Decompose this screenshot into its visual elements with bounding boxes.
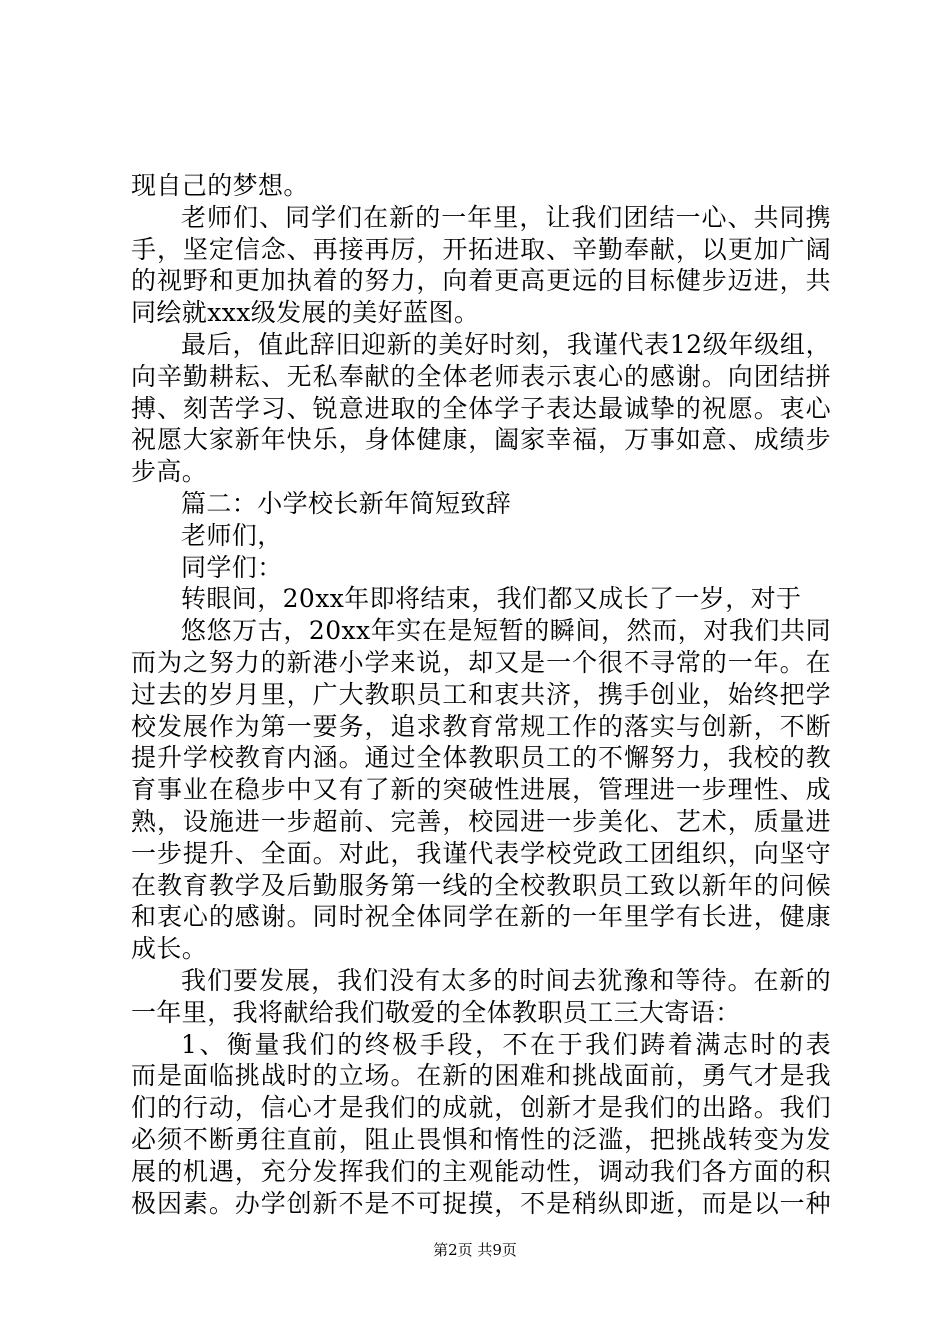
text-line: 步高。: [131, 457, 208, 487]
text-line: 向辛勤耕耘、无私奉献的全体老师表示衷心的感谢。向团结拼: [131, 361, 831, 391]
text-line: 们的行动，信心才是我们的成就，创新才是我们的出路。我们: [131, 1093, 831, 1123]
text-line: 搏、刻苦学习、锐意进取的全体学子表达最诚挚的祝愿。衷心: [131, 393, 831, 423]
text-line: 一年里，我将献给我们敬爱的全体教职员工三大寄语：: [131, 997, 741, 1027]
text-line: 熟，设施进一步超前、完善，校园进一步美化、艺术，质量进: [131, 806, 831, 836]
text-line: 的视野和更加执着的努力，向着更高更远的目标健步迈进，共: [131, 266, 831, 296]
text-line: 悠悠万古，20xx年实在是短暂的瞬间，然而，对我们共同: [181, 616, 831, 646]
text-line: 极因素。办学创新不是不可捉摸，不是稍纵即逝，而是以一种: [131, 1188, 831, 1218]
text-line: 现自己的梦想。: [131, 171, 309, 200]
text-line: 在教育教学及后勤服务第一线的全校教职员工致以新年的问候: [131, 870, 831, 900]
text-line: 1、衡量我们的终极手段，不在于我们踌着满志时的表: [181, 1029, 831, 1059]
text-line: 同绘就xxx级发展的美好蓝图。: [131, 298, 480, 328]
text-line: 过去的岁月里，广大教职员工和衷共济，携手创业，始终把学: [131, 679, 831, 709]
text-line: 而为之努力的新港小学来说，却又是一个很不寻常的一年。在: [131, 647, 831, 677]
document-body: [131, 170, 831, 1219]
text-line: 一步提升、全面。对此，我谨代表学校党政工团组织，向坚守: [131, 838, 831, 868]
text-line: 校发展作为第一要务，追求教育常规工作的落实与创新，不断: [131, 711, 831, 741]
text-line: 篇二：小学校长新年简短致辞: [181, 488, 512, 518]
page-footer: [0, 1240, 950, 1260]
text-line: 老师们，: [181, 520, 283, 550]
text-line: 最后，值此辞旧迎新的美好时刻，我谨代表12级年级组，: [181, 329, 831, 359]
text-line: 育事业在稳步中又有了新的突破性进展，管理进一步理性、成: [131, 775, 831, 805]
text-line: 必须不断勇往直前，阻止畏惧和惰性的泛滥，把挑战转变为发: [131, 1124, 831, 1154]
text-line: 而是面临挑战时的立场。在新的困难和挑战面前，勇气才是我: [131, 1061, 831, 1091]
text-line: 和衷心的感谢。同时祝全体同学在新的一年里学有长进，健康: [131, 902, 831, 932]
text-line: 我们要发展，我们没有太多的时间去犹豫和等待。在新的: [181, 965, 831, 995]
text-line: 转眼间，20xx年即将结束，我们都又成长了一岁，对于: [181, 584, 802, 614]
text-line: 提升学校教育内涵。通过全体教职员工的不懈努力，我校的教: [131, 743, 831, 773]
text-line: 祝愿大家新年快乐，身体健康，阖家幸福，万事如意、成绩步: [131, 425, 831, 455]
text-line: 展的机遇，充分发挥我们的主观能动性，调动我们各方面的积: [131, 1156, 831, 1186]
text-line: 同学们：: [181, 552, 283, 582]
text-line: 手，坚定信念、再接再厉，开拓进取、辛勤奉献，以更加广阔: [131, 234, 831, 264]
text-line: 成长。: [131, 934, 208, 964]
text-line: 老师们、同学们在新的一年里，让我们团结一心、共同携: [181, 202, 831, 232]
page-number: 第2页 共9页: [433, 1241, 517, 1259]
